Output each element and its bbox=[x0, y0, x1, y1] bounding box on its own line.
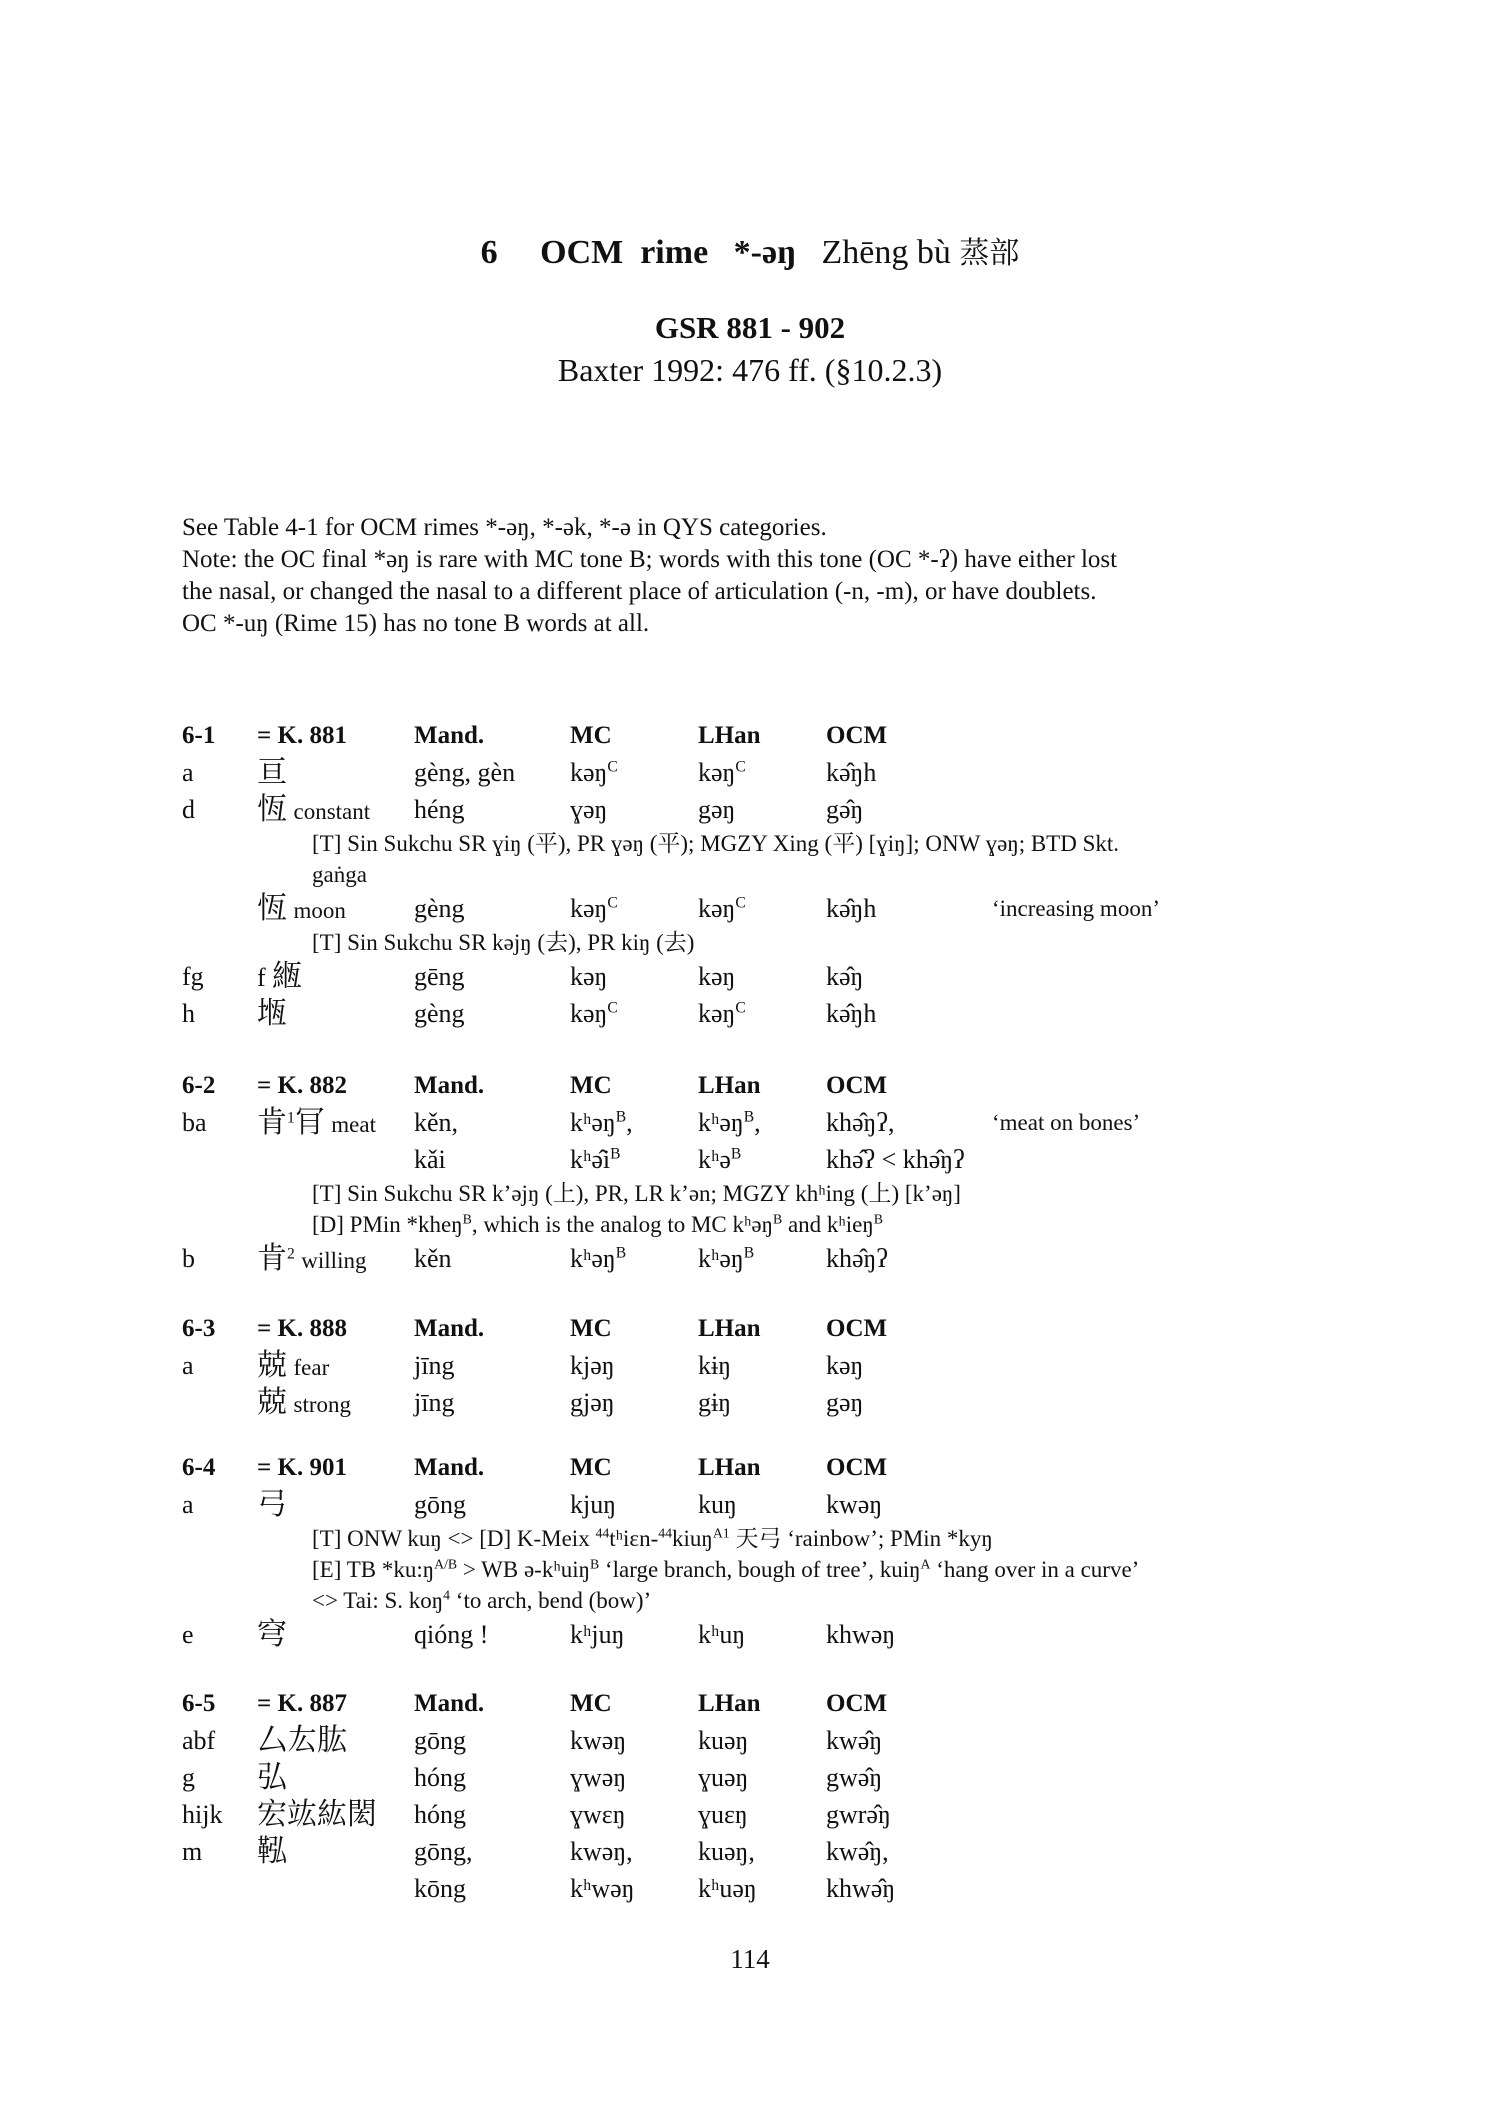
ocm-value: kwə̂ŋ, bbox=[826, 1837, 889, 1866]
entry-chars: 弓 bbox=[257, 1487, 287, 1522]
entry-row bbox=[182, 1616, 1332, 1653]
entry-id: a bbox=[182, 1351, 194, 1380]
entry-note: [T] Sin Sukchu SR ɣiŋ (平), PR ɣəŋ (平); MGZY Xing (平) [ɣiŋ]; ONW ɣəŋ; BTD Skt. bbox=[312, 831, 1120, 856]
entry-id: abf bbox=[182, 1726, 216, 1755]
ocm-value: khə̂ŋʔ bbox=[826, 1244, 888, 1273]
lhan-value: kuŋ bbox=[698, 1490, 737, 1519]
section-id: 6-1 bbox=[182, 722, 216, 749]
lhan-value: kəŋ$^C$ bbox=[698, 758, 746, 787]
entry-note: [T] Sin Sukchu SR kəjŋ (去), PR kiŋ (去) bbox=[312, 930, 695, 955]
ocm-value: kə̂ŋh bbox=[826, 894, 877, 923]
ocm-value: kə̂ŋh bbox=[826, 758, 877, 787]
mc-value: kwəŋ, bbox=[570, 1837, 633, 1866]
entry-id: d bbox=[182, 795, 195, 824]
lhan-value: kəŋ$^C$ bbox=[698, 999, 746, 1028]
ocm-value: khə̂ʔ < khə̂ŋʔ bbox=[826, 1145, 965, 1174]
entry-row bbox=[182, 754, 1332, 791]
mand-value: gèng bbox=[414, 999, 465, 1028]
mc-value: $kʰə̂i^B$ bbox=[570, 1145, 621, 1174]
mand-value: jīng bbox=[414, 1351, 455, 1380]
intro-line: OC *-uŋ (Rime 15) has no tone B words at all. bbox=[182, 610, 650, 637]
lhan-value: kʰuŋ bbox=[698, 1620, 746, 1649]
ocm-value: gwrə̂ŋ bbox=[826, 1800, 891, 1829]
entry-chars: 兢 strong bbox=[257, 1385, 351, 1420]
col-ocm: OCM bbox=[826, 1315, 888, 1342]
lhan-value: ɣuɛŋ bbox=[698, 1800, 748, 1829]
entry-chars: 弘 bbox=[257, 1760, 287, 1795]
lhan-value: kəŋ bbox=[698, 962, 736, 991]
entry-row bbox=[182, 1384, 1332, 1421]
mc-value: kəŋ bbox=[570, 962, 608, 991]
mc-value: kwəŋ bbox=[570, 1726, 627, 1755]
mc-value: kjuŋ bbox=[570, 1490, 617, 1519]
entry-row bbox=[182, 1104, 1332, 1141]
col-mc: MC bbox=[570, 1690, 612, 1717]
intro-line: Note: the OC final *əŋ is rare with MC tone B; words with this tone (OC *-ʔ) have either lost bbox=[182, 546, 1118, 573]
entry-chars: 鞃 bbox=[257, 1834, 287, 1869]
entry-chars: 堩 bbox=[257, 996, 287, 1031]
intro-line: the nasal, or changed the nasal to a different place of articulation (-n, -m), or have doublets. bbox=[182, 578, 1097, 605]
mand-value: gēng bbox=[414, 962, 465, 991]
mc-value: kʰəŋ$^B$ bbox=[570, 1244, 627, 1273]
mc-value: kʰwəŋ bbox=[570, 1874, 635, 1903]
entry-chars: 亘 bbox=[257, 755, 287, 790]
entry-row bbox=[182, 1833, 1332, 1870]
rime-label: *-əŋ bbox=[733, 234, 796, 271]
lhan-value: gɨŋ bbox=[698, 1388, 732, 1417]
entry-note: [E] TB $*ku:ŋ^{A/B}$ > WB ə-kʰuiŋ$^B$ ‘large branch, bough of tree’, kuiŋ$^A$ ‘hang over in a curve’ bbox=[312, 1556, 1140, 1582]
entry-chars: 宏竑紘閎 bbox=[257, 1797, 377, 1832]
ocm-value: kəŋ bbox=[826, 1351, 864, 1380]
col-mand: Mand. bbox=[414, 722, 485, 749]
entry-row bbox=[182, 1759, 1332, 1796]
section-id: 6-4 bbox=[182, 1454, 216, 1481]
gloss: ‘meat on bones’ bbox=[992, 1110, 1141, 1135]
col-ocm: OCM bbox=[826, 1454, 888, 1481]
lhan-value: kuəŋ bbox=[698, 1726, 749, 1755]
gsr-heading: GSR 881 - 902 bbox=[654, 310, 846, 345]
col-mand: Mand. bbox=[414, 1690, 485, 1717]
entry-row bbox=[182, 1347, 1332, 1384]
section-6-1 bbox=[182, 717, 1332, 1032]
lhan-value: gəŋ bbox=[698, 795, 736, 824]
mc-value: gjəŋ bbox=[570, 1388, 615, 1417]
entry-chars: 兢 fear bbox=[257, 1348, 330, 1383]
karlgren-ref: = K. 881 bbox=[257, 722, 347, 749]
gloss: ‘increasing moon’ bbox=[992, 896, 1160, 921]
mc-value: kəŋ$^C$ bbox=[570, 758, 618, 787]
page-number: 114 bbox=[730, 1944, 770, 1974]
col-lhan: LHan bbox=[698, 1072, 761, 1099]
entry-row bbox=[182, 1796, 1332, 1833]
entry-chars: 肯$^1$肎 meat bbox=[257, 1105, 376, 1140]
baxter-reference: Baxter 1992: 476 ff. (§10.2.3) bbox=[557, 352, 943, 388]
entry-id: g bbox=[182, 1763, 195, 1792]
zheng-label: Zhēng bù bbox=[821, 234, 951, 271]
section-6-4 bbox=[182, 1449, 1332, 1653]
mand-value: gōng bbox=[414, 1490, 466, 1519]
entry-id: m bbox=[182, 1837, 203, 1866]
col-mand: Mand. bbox=[414, 1072, 485, 1099]
mand-value: kěn, bbox=[414, 1108, 459, 1137]
section-id: 6-2 bbox=[182, 1072, 216, 1099]
entry-chars: 恆 moon bbox=[257, 891, 346, 926]
lhan-value: kəŋ$^C$ bbox=[698, 894, 746, 923]
entry-row bbox=[182, 995, 1332, 1032]
section-6-3 bbox=[182, 1310, 1332, 1421]
section-header-row bbox=[182, 1685, 1332, 1722]
col-lhan: LHan bbox=[698, 1690, 761, 1717]
entry-id: a bbox=[182, 1490, 194, 1519]
entry-row bbox=[182, 1141, 1332, 1178]
ocm-value: kə̂ŋ bbox=[826, 962, 864, 991]
ocm-value: gə̂ŋ bbox=[826, 795, 864, 824]
karlgren-ref: = K. 882 bbox=[257, 1072, 347, 1099]
mand-value: gèng bbox=[414, 894, 465, 923]
col-mc: MC bbox=[570, 1315, 612, 1342]
entry-note: [T] Sin Sukchu SR k’əjŋ (上), PR, LR k’ən; MGZY khʰing (上) [k’əŋ] bbox=[312, 1181, 961, 1206]
entry-row bbox=[182, 958, 1332, 995]
section-id: 6-3 bbox=[182, 1315, 216, 1342]
col-lhan: LHan bbox=[698, 1454, 761, 1481]
intro-notes bbox=[182, 512, 1322, 640]
col-ocm: OCM bbox=[826, 722, 888, 749]
mc-value: kjəŋ bbox=[570, 1351, 615, 1380]
entry-row bbox=[182, 1870, 1332, 1907]
lhan-value: kʰuəŋ bbox=[698, 1874, 757, 1903]
mand-value: kǎi bbox=[414, 1145, 446, 1174]
lhan-value: kʰəŋ$^B$, bbox=[698, 1108, 761, 1137]
entry-id: a bbox=[182, 758, 194, 787]
karlgren-ref: = K. 901 bbox=[257, 1454, 347, 1481]
entry-id: b bbox=[182, 1244, 195, 1273]
col-mand: Mand. bbox=[414, 1454, 485, 1481]
entry-row bbox=[182, 1722, 1332, 1759]
ocm-value: kwə̂ŋ bbox=[826, 1726, 883, 1755]
section-id: 6-5 bbox=[182, 1690, 216, 1717]
karlgren-ref: = K. 888 bbox=[257, 1315, 347, 1342]
col-lhan: LHan bbox=[698, 722, 761, 749]
col-mc: MC bbox=[570, 722, 612, 749]
mc-value: ɣəŋ bbox=[570, 795, 608, 824]
entry-note: [D] PMin *kheŋ$^B$, which is the analog to MC kʰəŋ$^B$ and kʰieŋ$^B$ bbox=[312, 1211, 883, 1237]
ocm-value: gwə̂ŋ bbox=[826, 1763, 883, 1792]
mand-value: kěn bbox=[414, 1244, 452, 1273]
entry-row bbox=[182, 890, 1332, 927]
mc-value: kʰəŋ$^B$, bbox=[570, 1108, 633, 1137]
mc-value: kəŋ$^C$ bbox=[570, 999, 618, 1028]
chapter-label: OCM rime bbox=[540, 234, 709, 271]
lhan-value: kʰəŋ$^B$ bbox=[698, 1244, 755, 1273]
chapter-number: 6 bbox=[480, 234, 498, 271]
mand-value: hóng bbox=[414, 1800, 466, 1829]
ocm-value: khwə̂ŋ bbox=[826, 1874, 896, 1903]
section-header-row bbox=[182, 1067, 1332, 1104]
mc-value: ɣwəŋ bbox=[570, 1763, 627, 1792]
entry-chars: f 緪 bbox=[257, 959, 303, 994]
mand-value: héng bbox=[414, 795, 465, 824]
entry-id: ba bbox=[182, 1108, 207, 1137]
entry-chars: 厶厷肱 bbox=[257, 1723, 347, 1758]
ocm-value: gəŋ bbox=[826, 1388, 864, 1417]
lhan-value: ɣuəŋ bbox=[698, 1763, 749, 1792]
ocm-value: khə̂ŋʔ, bbox=[826, 1108, 895, 1137]
section-header-row bbox=[182, 1310, 1332, 1347]
mand-value: gōng, bbox=[414, 1837, 473, 1866]
entry-id: hijk bbox=[182, 1800, 223, 1829]
section-6-5 bbox=[182, 1685, 1332, 1907]
entry-id: e bbox=[182, 1620, 194, 1649]
mand-value: jīng bbox=[414, 1388, 455, 1417]
ocm-value: kə̂ŋh bbox=[826, 999, 877, 1028]
mc-value: ɣwɛŋ bbox=[570, 1800, 626, 1829]
section-6-2 bbox=[182, 1067, 1332, 1277]
lhan-value: kuəŋ, bbox=[698, 1837, 755, 1866]
mand-value: hóng bbox=[414, 1763, 466, 1792]
col-mc: MC bbox=[570, 1454, 612, 1481]
entry-chars: 穹 bbox=[257, 1617, 287, 1652]
entry-row bbox=[182, 791, 1332, 828]
mand-value: gèng, gèn bbox=[414, 758, 516, 787]
lhan-value: kʰə$^B$ bbox=[698, 1145, 742, 1174]
ocm-value: kwəŋ bbox=[826, 1490, 883, 1519]
mand-value: kōng bbox=[414, 1874, 466, 1903]
entry-row bbox=[182, 1486, 1332, 1523]
intro-line: See Table 4-1 for OCM rimes *-əŋ, *-ək, *-ə in QYS categories. bbox=[182, 514, 827, 541]
entry-note: <> Tai: S. koŋ$^4$ ‘to arch, bend (bow)’ bbox=[312, 1587, 652, 1613]
mand-value: gōng bbox=[414, 1726, 466, 1755]
entry-note: [T] ONW kuŋ <> [D] K-Meix $^{44}$tʰiɛn-$^{44}$kiuŋ$^{A1}$ 天弓 ‘rainbow’; PMin *kyŋ bbox=[312, 1525, 993, 1551]
entry-id: h bbox=[182, 999, 195, 1028]
zheng-chars: 蒸部 bbox=[959, 236, 1020, 271]
mand-value: qióng ! bbox=[414, 1620, 489, 1649]
section-header-row bbox=[182, 717, 1332, 754]
section-header-row bbox=[182, 1449, 1332, 1486]
entry-note: gaṅga bbox=[312, 862, 367, 887]
chapter-title bbox=[0, 228, 1500, 272]
entry-chars: 肯$^2$ willing bbox=[257, 1241, 367, 1276]
col-ocm: OCM bbox=[826, 1072, 888, 1099]
entry-id: fg bbox=[182, 962, 204, 991]
col-lhan: LHan bbox=[698, 1315, 761, 1342]
col-mc: MC bbox=[570, 1072, 612, 1099]
mc-value: kʰjuŋ bbox=[570, 1620, 625, 1649]
col-ocm: OCM bbox=[826, 1690, 888, 1717]
karlgren-ref: = K. 887 bbox=[257, 1690, 347, 1717]
col-mand: Mand. bbox=[414, 1315, 485, 1342]
mc-value: kəŋ$^C$ bbox=[570, 894, 618, 923]
ocm-value: khwəŋ bbox=[826, 1620, 896, 1649]
lhan-value: kɨŋ bbox=[698, 1351, 732, 1380]
entry-chars: 恆 constant bbox=[257, 792, 371, 827]
entry-row bbox=[182, 1240, 1332, 1277]
